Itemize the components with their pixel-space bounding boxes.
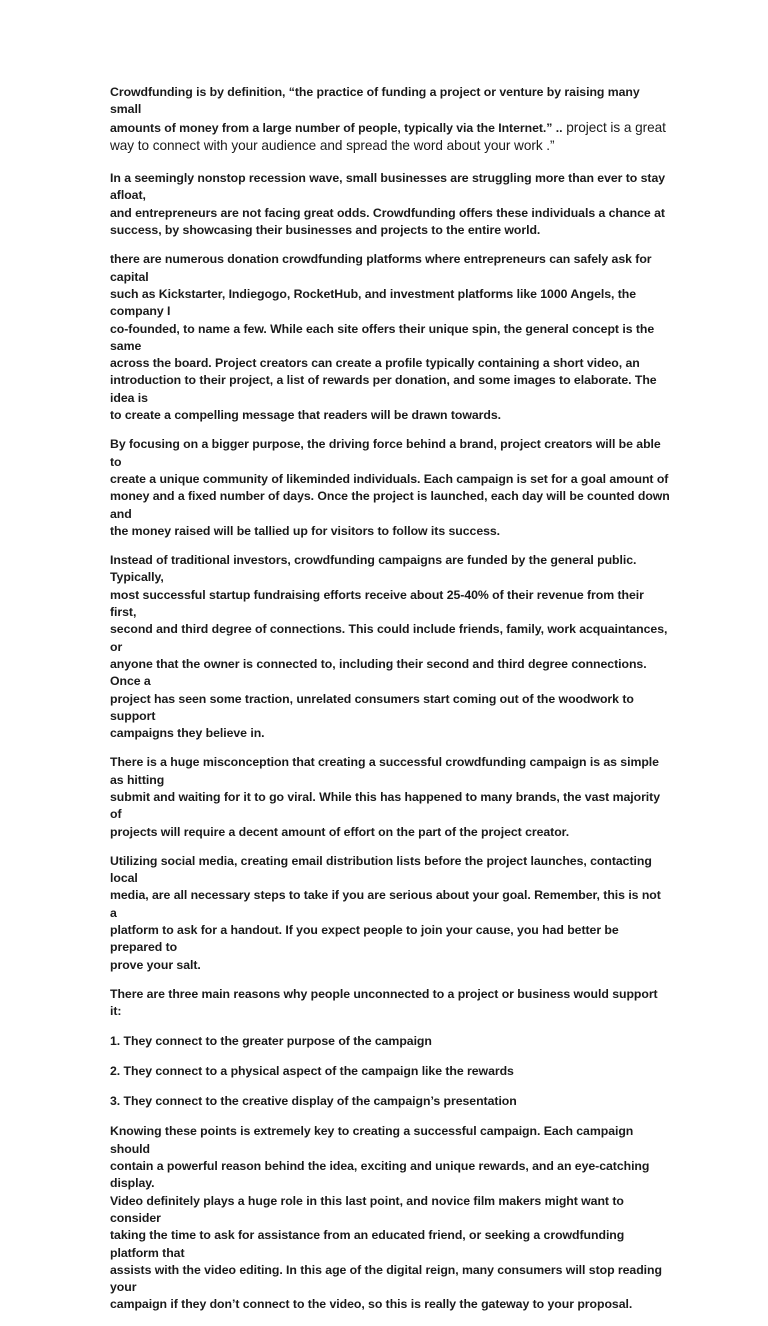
paragraph-conclusion: Knowing these points is extremely key to creating a successful campaign. Each campaign should contain a powerful reason behind the idea, exciting and unique rewards, and an eye-catching display. Video definitely plays a huge role in this last point, and novice film makers might want to consider taking the time to ask for assistance from an educated friend, or seeking a crowdfunding platform that assists with the video editing. In this age of the digital reign, many consumers will stop reading your campaign if they don’t connect to the video, so this is really the gateway to your proposal.	[110, 1124, 662, 1312]
paragraph-intro-definition	[110, 84, 670, 155]
paragraph-recession: In a seemingly nonstop recession wave, small businesses are struggling more than ever to stay afloat, and entrepreneurs are not facing great odds. Crowdfunding offers these individuals a chance at success, by showcasing their businesses and projects to the entire world.	[110, 171, 666, 238]
list-item-reason-1: 1. They connect to the greater purpose of the campaign	[110, 1033, 432, 1048]
list-item-reason-3: 3. They connect to the creative display of the campaign’s presentation	[110, 1094, 517, 1109]
paragraph-funding-sources: Instead of traditional investors, crowdfunding campaigns are funded by the general public. Typically, most successful startup fundraising efforts receive about 25-40% of their revenue from their first, second and third degree of connections. This could include friends, family, work acquaintances, or anyone that the owner is connected to, including their second and third degree connections. Once a project has seen some traction, unrelated consumers start coming out of the woodwork to support campaigns they believe in.	[110, 553, 668, 741]
paragraph-platforms: there are numerous donation crowdfunding platforms where entrepreneurs can safely ask for capital such as Kickstarter, Indiegogo, RocketHub, and investment platforms like 1000 Angels, the company I co-founded, to name a few. While each site offers their unique spin, the general concept is the same across the board. Project creators can create a profile typically containing a short video, an introduction to their project, a list of rewards per donation, and some images to elaborate. The idea is to create a compelling message that readers will be drawn towards.	[110, 252, 657, 423]
intro-quote-tail: project is a great way to connect with your audience and spread the word about your work .”	[110, 119, 666, 153]
paragraph-three-reasons: There are three main reasons why people unconnected to a project or business would support it:	[110, 986, 658, 1019]
paragraph-misconception: There is a huge misconception that creating a successful crowdfunding campaign is as simple as hitting submit and waiting for it to go viral. While this has happened to many brands, the vast majority of projects will require a decent amount of effort on the part of the project creator.	[110, 755, 661, 839]
document-page	[110, 84, 670, 1326]
intro-quote-text: Crowdfunding is by definition, “the practice of funding a project or venture by raising many small amounts of money from a large number of people, typically via the Internet.” ..	[110, 85, 640, 135]
paragraph-social-media: Utilizing social media, creating email distribution lists before the project launches, contacting local media, are all necessary steps to take if you are serious about your goal. Remember, this is not a platform to ask for a handout. If you expect people to join your cause, you had better be prepared to prove your salt.	[110, 853, 661, 972]
list-item-reason-2: 2. They connect to a physical aspect of the campaign like the rewards	[110, 1063, 514, 1078]
paragraph-bigger-purpose: By focusing on a bigger purpose, the driving force behind a brand, project creators will be able to create a unique community of likeminded individuals. Each campaign is set for a goal amount of money and a fixed number of days. Once the project is launched, each day will be counted down and the money raised will be tallied up for visitors to follow its success.	[110, 437, 670, 538]
